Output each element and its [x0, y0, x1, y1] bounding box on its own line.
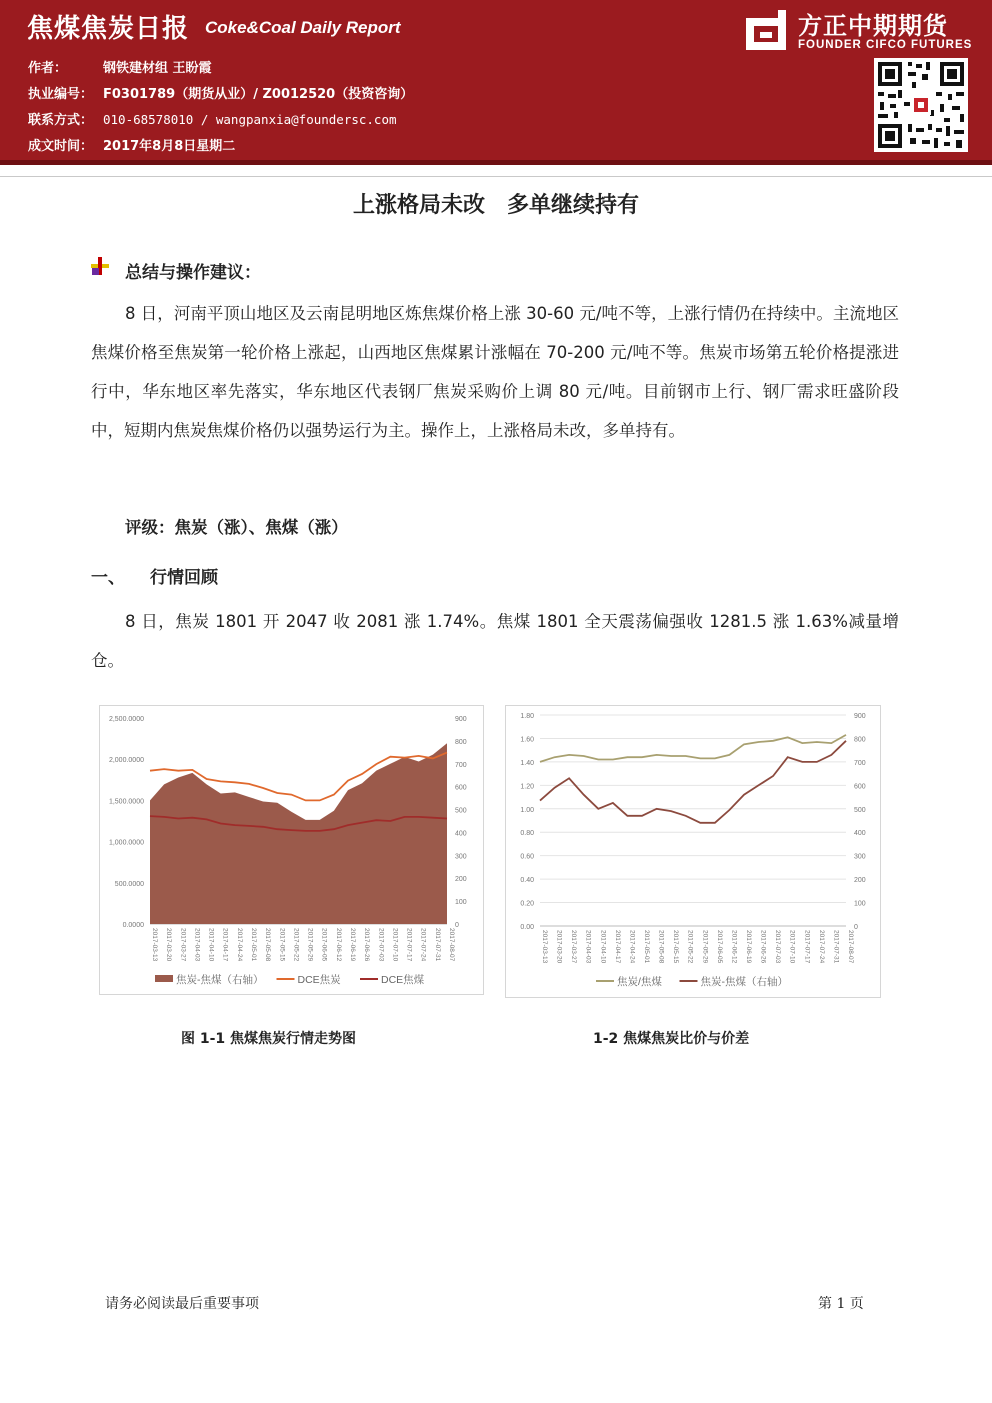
right-axis-tick-label: 100 [455, 899, 467, 907]
right-axis-tick-label: 0 [455, 922, 459, 929]
x-axis-tick-label: 2017-05-22 [686, 930, 694, 964]
right-axis-tick-label: 900 [854, 713, 866, 720]
left-axis-tick-label: 0.60 [520, 853, 534, 861]
legend-label: 焦炭/焦煤 [617, 976, 662, 988]
x-axis-tick-label: 2017-05-01 [643, 930, 650, 964]
left-axis-tick-label: 1.00 [520, 806, 534, 814]
summary-text: 8 日，河南平顶山地区及云南昆明地区炼焦煤价格上涨 30-60 元/吨不等，上涨行情仍在持续中。主流地区焦煤价格至焦炭第一轮价格上涨起，山西地区焦煤累计涨幅在 70-200 元/吨不等。焦炭市场第五轮价格提涨进行中，华东地区率先落实，华东地区代表钢厂焦炭采购价上调 80 元/吨。目前钢市上行、钢厂需求旺盛阶段中，短期内焦炭焦煤价格仍以强势运行为主。操作上，上涨格局未改，多单持有。 [91, 304, 899, 440]
right-axis-tick-label: 100 [854, 900, 866, 908]
document-title: 上涨格局未改 多单继续持有 [352, 193, 639, 218]
legend-label: 焦炭-焦煤（右轴） [700, 976, 788, 988]
x-axis-tick-label: 2017-06-12 [730, 930, 738, 964]
x-axis-tick-label: 2017-05-29 [701, 930, 709, 964]
report-header [0, 0, 992, 160]
right-axis-tick-label: 300 [854, 853, 866, 861]
logo-chinese: 方正中期期货 [798, 12, 948, 40]
caption-figure-2: 1-2 焦煤焦炭比价与价差 [593, 1031, 750, 1047]
founder-logo-icon [744, 8, 788, 52]
x-axis-tick-label: 2017-03-13 [541, 930, 548, 964]
left-axis-tick-label: 2,500.0000 [108, 716, 144, 723]
x-axis-tick-label: 2017-04-10 [207, 928, 215, 962]
page-number: 第 1 页 [818, 1296, 864, 1312]
series-line-1 [540, 741, 846, 823]
legend-label: DCE焦煤 [381, 974, 425, 986]
x-axis-tick-label: 2017-04-10 [599, 930, 607, 964]
x-axis-tick-label: 2017-04-17 [613, 930, 621, 964]
left-axis-tick-label: 1,500.0000 [108, 798, 144, 806]
right-axis-tick-label: 800 [455, 738, 467, 746]
right-axis-tick-label: 600 [854, 783, 866, 791]
x-axis-tick-label: 2017-05-15 [672, 930, 680, 964]
footer-notice: 请务必阅读最后重要事项 [105, 1296, 259, 1312]
chart-ratio-spread [505, 705, 881, 998]
x-axis-tick-label: 2017-05-29 [306, 928, 314, 962]
x-axis-tick-label: 2017-04-24 [235, 928, 243, 962]
x-axis-tick-label: 2017-03-27 [570, 930, 578, 964]
x-axis-tick-label: 2017-05-15 [278, 928, 286, 962]
left-axis-tick-label: 1.40 [520, 759, 534, 767]
date-line [28, 135, 235, 154]
author-value: 钢铁建材组 王盼霞 [103, 61, 212, 76]
caption-figure-1: 图 1-1 焦煤焦炭行情走势图 [181, 1031, 357, 1047]
x-axis-tick-label: 2017-04-03 [584, 930, 592, 964]
x-axis-tick-label: 2017-07-31 [433, 928, 441, 962]
right-axis-tick-label: 400 [854, 830, 866, 838]
x-axis-tick-label: 2017-06-19 [349, 928, 356, 962]
qr-code-icon [874, 58, 968, 152]
x-axis-tick-label: 2017-03-20 [555, 930, 563, 964]
date-value: 2017年8月8日星期二 [103, 139, 236, 154]
author-line [28, 57, 212, 76]
x-axis-tick-label: 2017-03-20 [165, 928, 173, 962]
x-axis-tick-label: 2017-07-24 [419, 928, 427, 962]
right-axis-tick-label: 400 [455, 830, 467, 838]
author-label: 作者： [28, 61, 68, 76]
license-line [28, 83, 413, 102]
x-axis-tick-label: 2017-04-24 [628, 930, 636, 964]
x-axis-tick-label: 2017-03-27 [179, 928, 187, 962]
x-axis-tick-label: 2017-06-05 [320, 928, 328, 962]
date-label: 成文时间： [28, 139, 94, 154]
review-paragraph [91, 602, 899, 680]
x-axis-tick-label: 2017-08-07 [847, 930, 854, 964]
bullet-icon [89, 255, 111, 277]
section-title: 行情回顾 [150, 568, 218, 588]
x-axis-tick-label: 2017-06-26 [363, 928, 371, 962]
right-axis-tick-label: 500 [854, 806, 866, 814]
x-axis-tick-label: 2017-07-03 [774, 930, 782, 964]
left-axis-tick-label: 1,000.0000 [108, 839, 144, 847]
x-axis-tick-label: 2017-07-17 [405, 928, 413, 962]
x-axis-tick-label: 2017-05-08 [657, 930, 665, 964]
report-title: 焦煤焦炭日报 [27, 14, 190, 44]
x-axis-tick-label: 2017-05-08 [264, 928, 272, 962]
header-divider [0, 160, 992, 165]
license-label: 执业编号： [28, 87, 94, 102]
right-axis-tick-label: 800 [854, 736, 866, 744]
left-axis-tick-label: 0.40 [520, 877, 534, 885]
founder-logo [744, 6, 976, 54]
x-axis-tick-label: 2017-06-12 [334, 928, 342, 962]
x-axis-tick-label: 2017-06-05 [715, 930, 723, 964]
left-axis-tick-label: 0.80 [520, 830, 534, 838]
summary-heading: 总结与操作建议： [125, 263, 261, 283]
rating: 评级：焦炭（涨）、焦煤（涨） [125, 518, 348, 537]
right-axis-tick-label: 500 [455, 807, 467, 815]
right-axis-tick-label: 0 [854, 924, 858, 931]
x-axis-tick-label: 2017-07-17 [803, 930, 811, 964]
contact-value: 010-68578010 / wangpanxia@foundersc.com [103, 112, 397, 127]
x-axis-tick-label: 2017-07-10 [391, 928, 399, 962]
left-axis-tick-label: 1.20 [520, 783, 534, 791]
legend-label: DCE焦炭 [297, 974, 341, 986]
right-axis-tick-label: 600 [455, 784, 467, 792]
report-subtitle: Coke&Coal Daily Report [205, 18, 401, 37]
right-axis-tick-label: 300 [455, 853, 467, 861]
review-text: 8 日，焦炭 1801 开 2047 收 2081 涨 1.74%。焦煤 1801 全天震荡偏强收 1281.5 涨 1.63%减量增仓。 [91, 612, 899, 670]
legend-label: 焦炭-焦煤（右轴） [176, 974, 264, 986]
right-axis-tick-label: 700 [854, 759, 866, 767]
x-axis-tick-label: 2017-05-01 [250, 928, 257, 962]
right-axis-tick-label: 900 [455, 716, 467, 723]
left-axis-tick-label: 1.80 [520, 713, 534, 720]
license-value: F0301789（期货从业）/ Z0012520（投资咨询） [103, 87, 414, 102]
x-axis-tick-label: 2017-07-03 [377, 928, 385, 962]
left-axis-tick-label: 500.0000 [114, 880, 144, 888]
right-axis-tick-label: 200 [854, 877, 866, 885]
header-thin-divider [0, 176, 992, 177]
left-axis-tick-label: 0.0000 [122, 922, 144, 929]
x-axis-tick-label: 2017-04-17 [221, 928, 229, 962]
legend-swatch [155, 975, 173, 982]
left-axis-tick-label: 0.00 [520, 924, 534, 931]
contact-label: 联系方式： [28, 113, 94, 128]
x-axis-tick-label: 2017-07-31 [832, 930, 840, 964]
x-axis-tick-label: 2017-06-19 [745, 930, 752, 964]
x-axis-tick-label: 2017-03-13 [151, 928, 158, 962]
series-line-0 [540, 735, 846, 762]
x-axis-tick-label: 2017-04-03 [193, 928, 201, 962]
chart-coke-coal-trend [99, 705, 484, 995]
right-axis-tick-label: 700 [455, 761, 467, 769]
x-axis-tick-label: 2017-07-24 [817, 930, 825, 964]
chart2-svg [506, 706, 880, 997]
contact-line [28, 109, 397, 128]
chart1-svg [100, 706, 483, 994]
section-number: 一、 [91, 568, 125, 588]
x-axis-tick-label: 2017-05-22 [292, 928, 300, 962]
left-axis-tick-label: 2,000.0000 [108, 757, 144, 765]
logo-english: FOUNDER CIFCO FUTURES [798, 39, 973, 51]
x-axis-tick-label: 2017-07-10 [788, 930, 796, 964]
x-axis-tick-label: 2017-08-07 [448, 928, 455, 962]
right-axis-tick-label: 200 [455, 876, 467, 884]
summary-paragraph [91, 294, 899, 450]
x-axis-tick-label: 2017-06-26 [759, 930, 767, 964]
left-axis-tick-label: 1.60 [520, 736, 534, 744]
left-axis-tick-label: 0.20 [520, 900, 534, 908]
